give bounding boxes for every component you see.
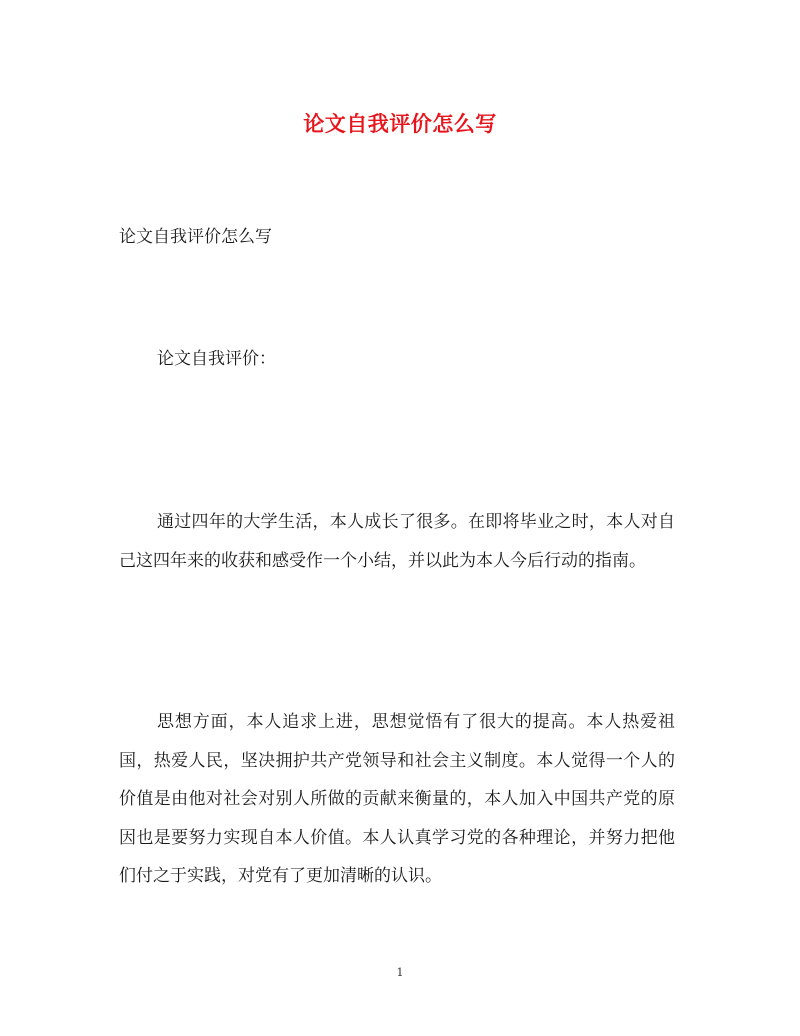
document-subtitle: 论文自我评价怎么写 xyxy=(119,227,272,247)
section-label: 论文自我评价： xyxy=(157,349,276,369)
paragraph-1: 通过四年的大学生活，本人成长了很多。在即将毕业之时，本人对自己这四年来的收获和感受作一个小结，并以此为本人今后行动的指南。 xyxy=(119,512,675,571)
page-number: 1 xyxy=(396,966,404,979)
paragraph-2: 思想方面，本人追求上进，思想觉悟有了很大的提高。本人热爱祖国，热爱人民，坚决拥护共产党领导和社会主义制度。本人觉得一个人的价值是由他对社会对别人所做的贡献来衡量的，本人加入中国共产党的原因也是要努力实现自本人价值。本人认真学习党的各种理论，并努力把他们付之于实践，对党有了更加清晰的认识。 xyxy=(119,712,675,886)
document-title: 论文自我评价怎么写 xyxy=(303,111,497,136)
